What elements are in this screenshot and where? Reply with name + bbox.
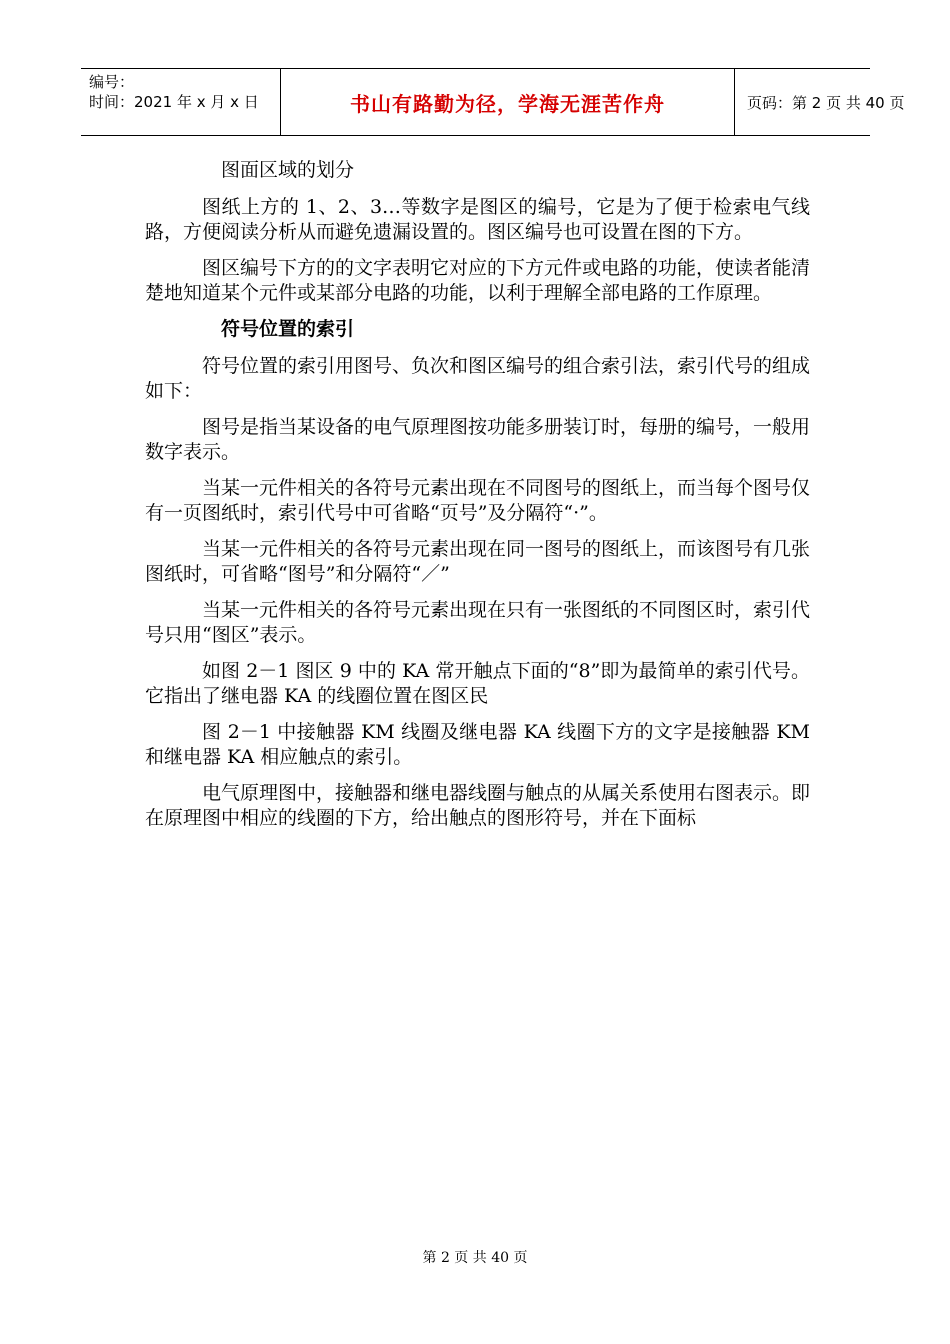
document-number-label: 编号： <box>89 73 135 91</box>
paragraph: 图区编号下方的的文字表明它对应的下方元件或电路的功能，使读者能清楚地知道某个元件或某部分电路的功能，以利于理解全部电路的工作原理。 <box>145 257 811 304</box>
paragraph: 图纸上方的 1、2、3…等数字是图区的编号，它是为了便于检索电气线路，方便阅读分析从而避免遗漏设置的。图区编号也可设置在图的下方。 <box>145 196 810 243</box>
page-footer: 第 2 页 共 40 页 <box>422 1250 528 1266</box>
paragraph: 图 2－1 中接触器 KM 线圈及继电器 KA 线圈下方的文字是接触器 KM 和继电器 KA 相应触点的索引。 <box>145 721 810 768</box>
header-page-info: 页码：第 2 页 共 40 页 <box>747 93 905 112</box>
paragraph: 电气原理图中，接触器和继电器线圈与触点的从属关系使用右图表示。即在原理图中相应的线圈的下方，给出触点的图形符号，并在下面标 <box>145 782 811 829</box>
document-date: 时间：2021 年 x 月 x 日 <box>89 93 259 111</box>
section-title-symbol-index: 符号位置的索引 <box>221 318 355 340</box>
paragraph: 当某一元件相关的各符号元素出现在同一图号的图纸上，而该图号有几张图纸时，可省略“图号”和分隔符“／” <box>145 538 811 585</box>
document-body <box>145 158 810 842</box>
header-meta <box>81 69 281 135</box>
paragraph: 符号位置的索引用图号、负次和图区编号的组合索引法，索引代号的组成如下： <box>145 355 811 402</box>
header-motto: 书山有路勤为径，学海无涯苦作舟 <box>281 69 735 135</box>
page-header <box>81 68 905 136</box>
paragraph: 如图 2－1 图区 9 中的 KA 常开触点下面的“8”即为最简单的索引代号。它指出了继电器 KA 的线圈位置在图区民 <box>145 660 810 707</box>
section-title-area-division: 图面区域的划分 <box>221 159 355 181</box>
paragraph: 当某一元件相关的各符号元素出现在不同图号的图纸上，而当每个图号仅有一页图纸时，索引代号中可省略“页号”及分隔符“·”。 <box>145 477 811 524</box>
paragraph: 当某一元件相关的各符号元素出现在只有一张图纸的不同图区时，索引代号只用“图区”表示。 <box>145 599 811 646</box>
paragraph: 图号是指当某设备的电气原理图按功能多册装订时，每册的编号，一般用数字表示。 <box>145 416 811 463</box>
